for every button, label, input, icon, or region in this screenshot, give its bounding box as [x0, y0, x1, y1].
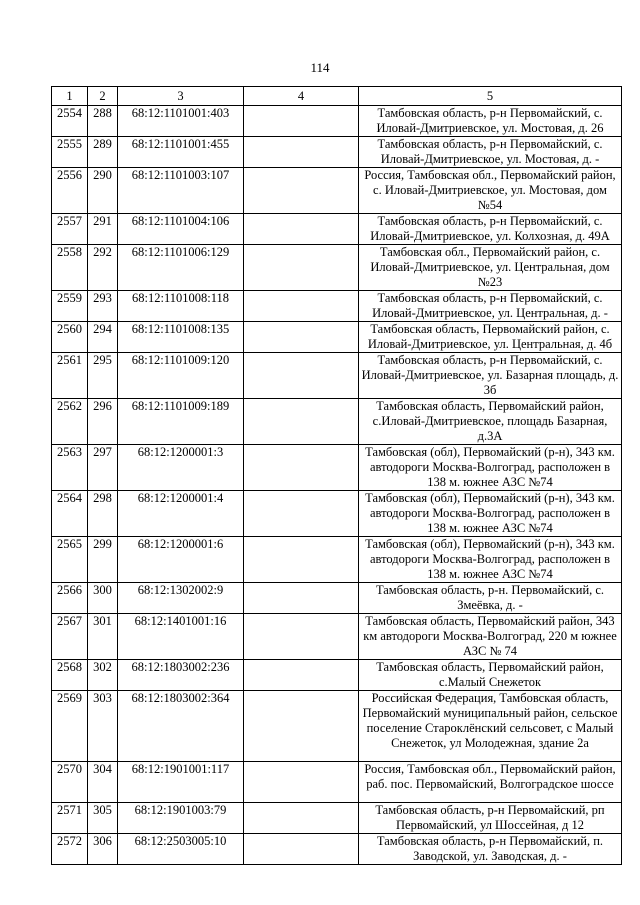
cadastral-number: 68:12:1401001:16 [118, 614, 244, 660]
column-4-cell [244, 445, 359, 491]
column-4-cell [244, 660, 359, 691]
column-4-cell [244, 537, 359, 583]
column-4-cell [244, 245, 359, 291]
table-row [52, 245, 622, 291]
row-number: 2559 [52, 291, 88, 322]
column-4-cell [244, 399, 359, 445]
row-number: 2563 [52, 445, 88, 491]
cadastral-number: 68:12:1901001:117 [118, 762, 244, 803]
address-cell: Российская Федерация, Тамбовская область, Первомайский муниципальный район, сельское поселение Староклёнский сельсовет, с Малый Снежеток, ул Молодежная, здание 2а [359, 691, 622, 762]
table-row [52, 803, 622, 834]
address-cell: Тамбовская область, Первомайский район, с. Иловай-Дмитриевское, ул. Центральная, д. 4б [359, 322, 622, 353]
cadastral-number: 68:12:1803002:236 [118, 660, 244, 691]
header-col-5: 5 [359, 87, 622, 106]
row-index: 291 [88, 214, 118, 245]
table-row [52, 399, 622, 445]
column-4-cell [244, 214, 359, 245]
table-row [52, 106, 622, 137]
address-cell: Тамбовская область, Первомайский район, 343 км автодороги Москва-Волгоград, 220 м южнее АЗС № 74 [359, 614, 622, 660]
column-4-cell [244, 614, 359, 660]
table-row [52, 583, 622, 614]
row-number: 2572 [52, 834, 88, 865]
row-number: 2569 [52, 691, 88, 762]
cadastral-number: 68:12:1302002:9 [118, 583, 244, 614]
cadastral-number: 68:12:1101008:135 [118, 322, 244, 353]
address-cell: Тамбовская область, р-н Первомайский, с. Иловай-Дмитриевское, ул. Базарная площадь, д. 3б [359, 353, 622, 399]
cadastral-number: 68:12:1101004:106 [118, 214, 244, 245]
cadastral-number: 68:12:1101006:129 [118, 245, 244, 291]
page-number: 114 [310, 60, 330, 75]
table-row [52, 614, 622, 660]
header-col-1: 1 [52, 87, 88, 106]
address-cell: Тамбовская (обл), Первомайский (р-н), 343 км. автодороги Москва-Волгоград, расположен в 138 м. южнее АЗС №74 [359, 537, 622, 583]
row-index: 295 [88, 353, 118, 399]
table-row [52, 762, 622, 803]
row-index: 302 [88, 660, 118, 691]
row-index: 303 [88, 691, 118, 762]
row-number: 2568 [52, 660, 88, 691]
row-index: 292 [88, 245, 118, 291]
table-row [52, 834, 622, 865]
row-index: 301 [88, 614, 118, 660]
cadastral-number: 68:12:1101003:107 [118, 168, 244, 214]
address-cell: Тамбовская область, Первомайский район, с.Малый Снежеток [359, 660, 622, 691]
address-cell: Тамбовская обл., Первомайский район, с. Иловай-Дмитриевское, ул. Центральная, дом №23 [359, 245, 622, 291]
row-index: 304 [88, 762, 118, 803]
table-row [52, 660, 622, 691]
table-row [52, 537, 622, 583]
table-row [52, 322, 622, 353]
row-number: 2556 [52, 168, 88, 214]
row-number: 2564 [52, 491, 88, 537]
cadastral-number: 68:12:1901003:79 [118, 803, 244, 834]
column-4-cell [244, 353, 359, 399]
cadastral-number: 68:12:1200001:6 [118, 537, 244, 583]
table-row [52, 168, 622, 214]
column-4-cell [244, 168, 359, 214]
row-index: 299 [88, 537, 118, 583]
row-index: 298 [88, 491, 118, 537]
table-row [52, 445, 622, 491]
cadastral-number: 68:12:1200001:4 [118, 491, 244, 537]
cadastral-number: 68:12:1101008:118 [118, 291, 244, 322]
cadastral-number: 68:12:2503005:10 [118, 834, 244, 865]
row-number: 2554 [52, 106, 88, 137]
address-cell: Россия, Тамбовская обл., Первомайский район, с. Иловай-Дмитриевское, ул. Мостовая, дом №54 [359, 168, 622, 214]
table-row [52, 137, 622, 168]
table-row [52, 353, 622, 399]
row-number: 2561 [52, 353, 88, 399]
address-cell: Тамбовская область, р-н. Первомайский, с. Змеёвка, д. - [359, 583, 622, 614]
column-4-cell [244, 291, 359, 322]
row-index: 288 [88, 106, 118, 137]
address-cell: Тамбовская (обл), Первомайский (р-н), 343 км. автодороги Москва-Волгоград, расположен в 138 м. южнее АЗС №74 [359, 491, 622, 537]
address-cell: Тамбовская область, р-н Первомайский, рп Первомайский, ул Шоссейная, д 12 [359, 803, 622, 834]
row-index: 306 [88, 834, 118, 865]
row-number: 2555 [52, 137, 88, 168]
cadastral-number: 68:12:1101009:120 [118, 353, 244, 399]
table-row [52, 291, 622, 322]
row-number: 2567 [52, 614, 88, 660]
cadastral-number: 68:12:1101001:403 [118, 106, 244, 137]
row-index: 290 [88, 168, 118, 214]
row-index: 305 [88, 803, 118, 834]
row-number: 2557 [52, 214, 88, 245]
header-col-4: 4 [244, 87, 359, 106]
row-index: 300 [88, 583, 118, 614]
column-4-cell [244, 137, 359, 168]
row-index: 296 [88, 399, 118, 445]
row-index: 294 [88, 322, 118, 353]
column-4-cell [244, 583, 359, 614]
column-4-cell [244, 834, 359, 865]
column-4-cell [244, 491, 359, 537]
cadastral-number: 68:12:1101001:455 [118, 137, 244, 168]
column-4-cell [244, 803, 359, 834]
table-row [52, 214, 622, 245]
row-number: 2558 [52, 245, 88, 291]
header-col-2: 2 [88, 87, 118, 106]
address-cell: Тамбовская область, р-н Первомайский, с. Иловай-Дмитриевское, ул. Мостовая, д. 26 [359, 106, 622, 137]
row-number: 2565 [52, 537, 88, 583]
column-4-cell [244, 691, 359, 762]
address-cell: Тамбовская (обл), Первомайский (р-н), 343 км. автодороги Москва-Волгоград, расположен в 138 м. южнее АЗС №74 [359, 445, 622, 491]
cadastral-number: 68:12:1803002:364 [118, 691, 244, 762]
registry-table [51, 86, 622, 865]
cadastral-number: 68:12:1200001:3 [118, 445, 244, 491]
column-4-cell [244, 106, 359, 137]
address-cell: Тамбовская область, Первомайский район, с.Иловай-Дмитриевское, площадь Базарная, д.3А [359, 399, 622, 445]
header-row [52, 87, 622, 106]
row-number: 2570 [52, 762, 88, 803]
address-cell: Россия, Тамбовская обл., Первомайский район, раб. пос. Первомайский, Волгоградское шоссе [359, 762, 622, 803]
column-4-cell [244, 762, 359, 803]
row-index: 289 [88, 137, 118, 168]
row-number: 2571 [52, 803, 88, 834]
column-4-cell [244, 322, 359, 353]
table-row [52, 491, 622, 537]
table-row [52, 691, 622, 762]
header-col-3: 3 [118, 87, 244, 106]
address-cell: Тамбовская область, р-н Первомайский, с. Иловай-Дмитриевское, ул. Мостовая, д. - [359, 137, 622, 168]
row-number: 2566 [52, 583, 88, 614]
address-cell: Тамбовская область, р-н Первомайский, п. Заводской, ул. Заводская, д. - [359, 834, 622, 865]
address-cell: Тамбовская область, р-н Первомайский, с. Иловай-Дмитриевское, ул. Центральная, д. - [359, 291, 622, 322]
address-cell: Тамбовская область, р-н Первомайский, с. Иловай-Дмитриевское, ул. Колхозная, д. 49А [359, 214, 622, 245]
cadastral-number: 68:12:1101009:189 [118, 399, 244, 445]
row-index: 297 [88, 445, 118, 491]
row-number: 2562 [52, 399, 88, 445]
row-index: 293 [88, 291, 118, 322]
row-number: 2560 [52, 322, 88, 353]
